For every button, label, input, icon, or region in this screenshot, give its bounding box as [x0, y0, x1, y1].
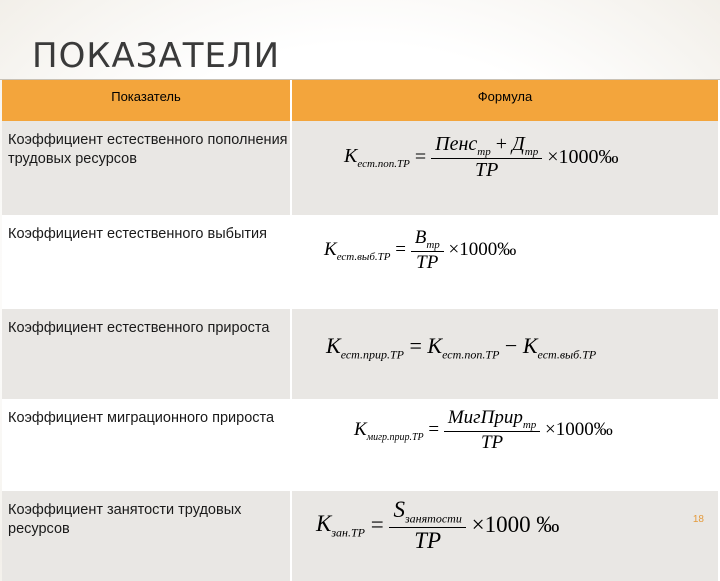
formula: $K_{ест.пoп.TP}$ = $\frac{Пенс_{тр} + Д_{тр}}{TP}$ ×1000‰: [344, 133, 619, 181]
formula: $K_{ест.выб.TP}$ = $\frac{B_{тр}}{TP}$ ×1000‰: [324, 227, 517, 273]
formula-cell: [291, 215, 719, 309]
table-row: [2, 121, 719, 215]
table-row: [2, 491, 719, 581]
indicator-name: Коэффициент естественного выбытия: [2, 215, 291, 309]
formula-cell: [291, 399, 719, 491]
table-header-row: [2, 80, 719, 121]
page-number: 18: [692, 514, 704, 525]
formula: $K_{ест.прир.TP} = K_{ест.пoп.TP} - K_{ест.выб.TP}$: [326, 333, 597, 362]
table-row: [2, 309, 719, 399]
indicator-name: Коэффициент естественного пополнения трудовых ресурсов: [2, 121, 291, 215]
slide-title: ПОКАЗАТЕЛИ: [32, 36, 281, 76]
indicator-name: Коэффициент занятости трудовых ресурсов: [2, 491, 291, 581]
table-row: [2, 215, 719, 309]
indicator-name: Коэффициент миграционного прироста: [2, 399, 291, 491]
formula: $K_{мигр.прир.TP}$ = $\frac{МигПрир_{тр}}{TP}$ ×1000‰: [354, 407, 613, 453]
indicator-name: Коэффициент естественного прироста: [2, 309, 291, 399]
header-indicator: Показатель: [2, 80, 291, 121]
formula-cell: [291, 309, 719, 399]
header-formula: Формула: [291, 80, 719, 121]
formula-cell: [291, 121, 719, 215]
formula-cell: [291, 491, 719, 581]
formula: $K_{зан.TP}$ = $\frac{S_{занятости}}{TP}$ ×1000 ‰: [316, 497, 560, 553]
table-row: [2, 399, 719, 491]
indicators-table: [2, 80, 720, 581]
